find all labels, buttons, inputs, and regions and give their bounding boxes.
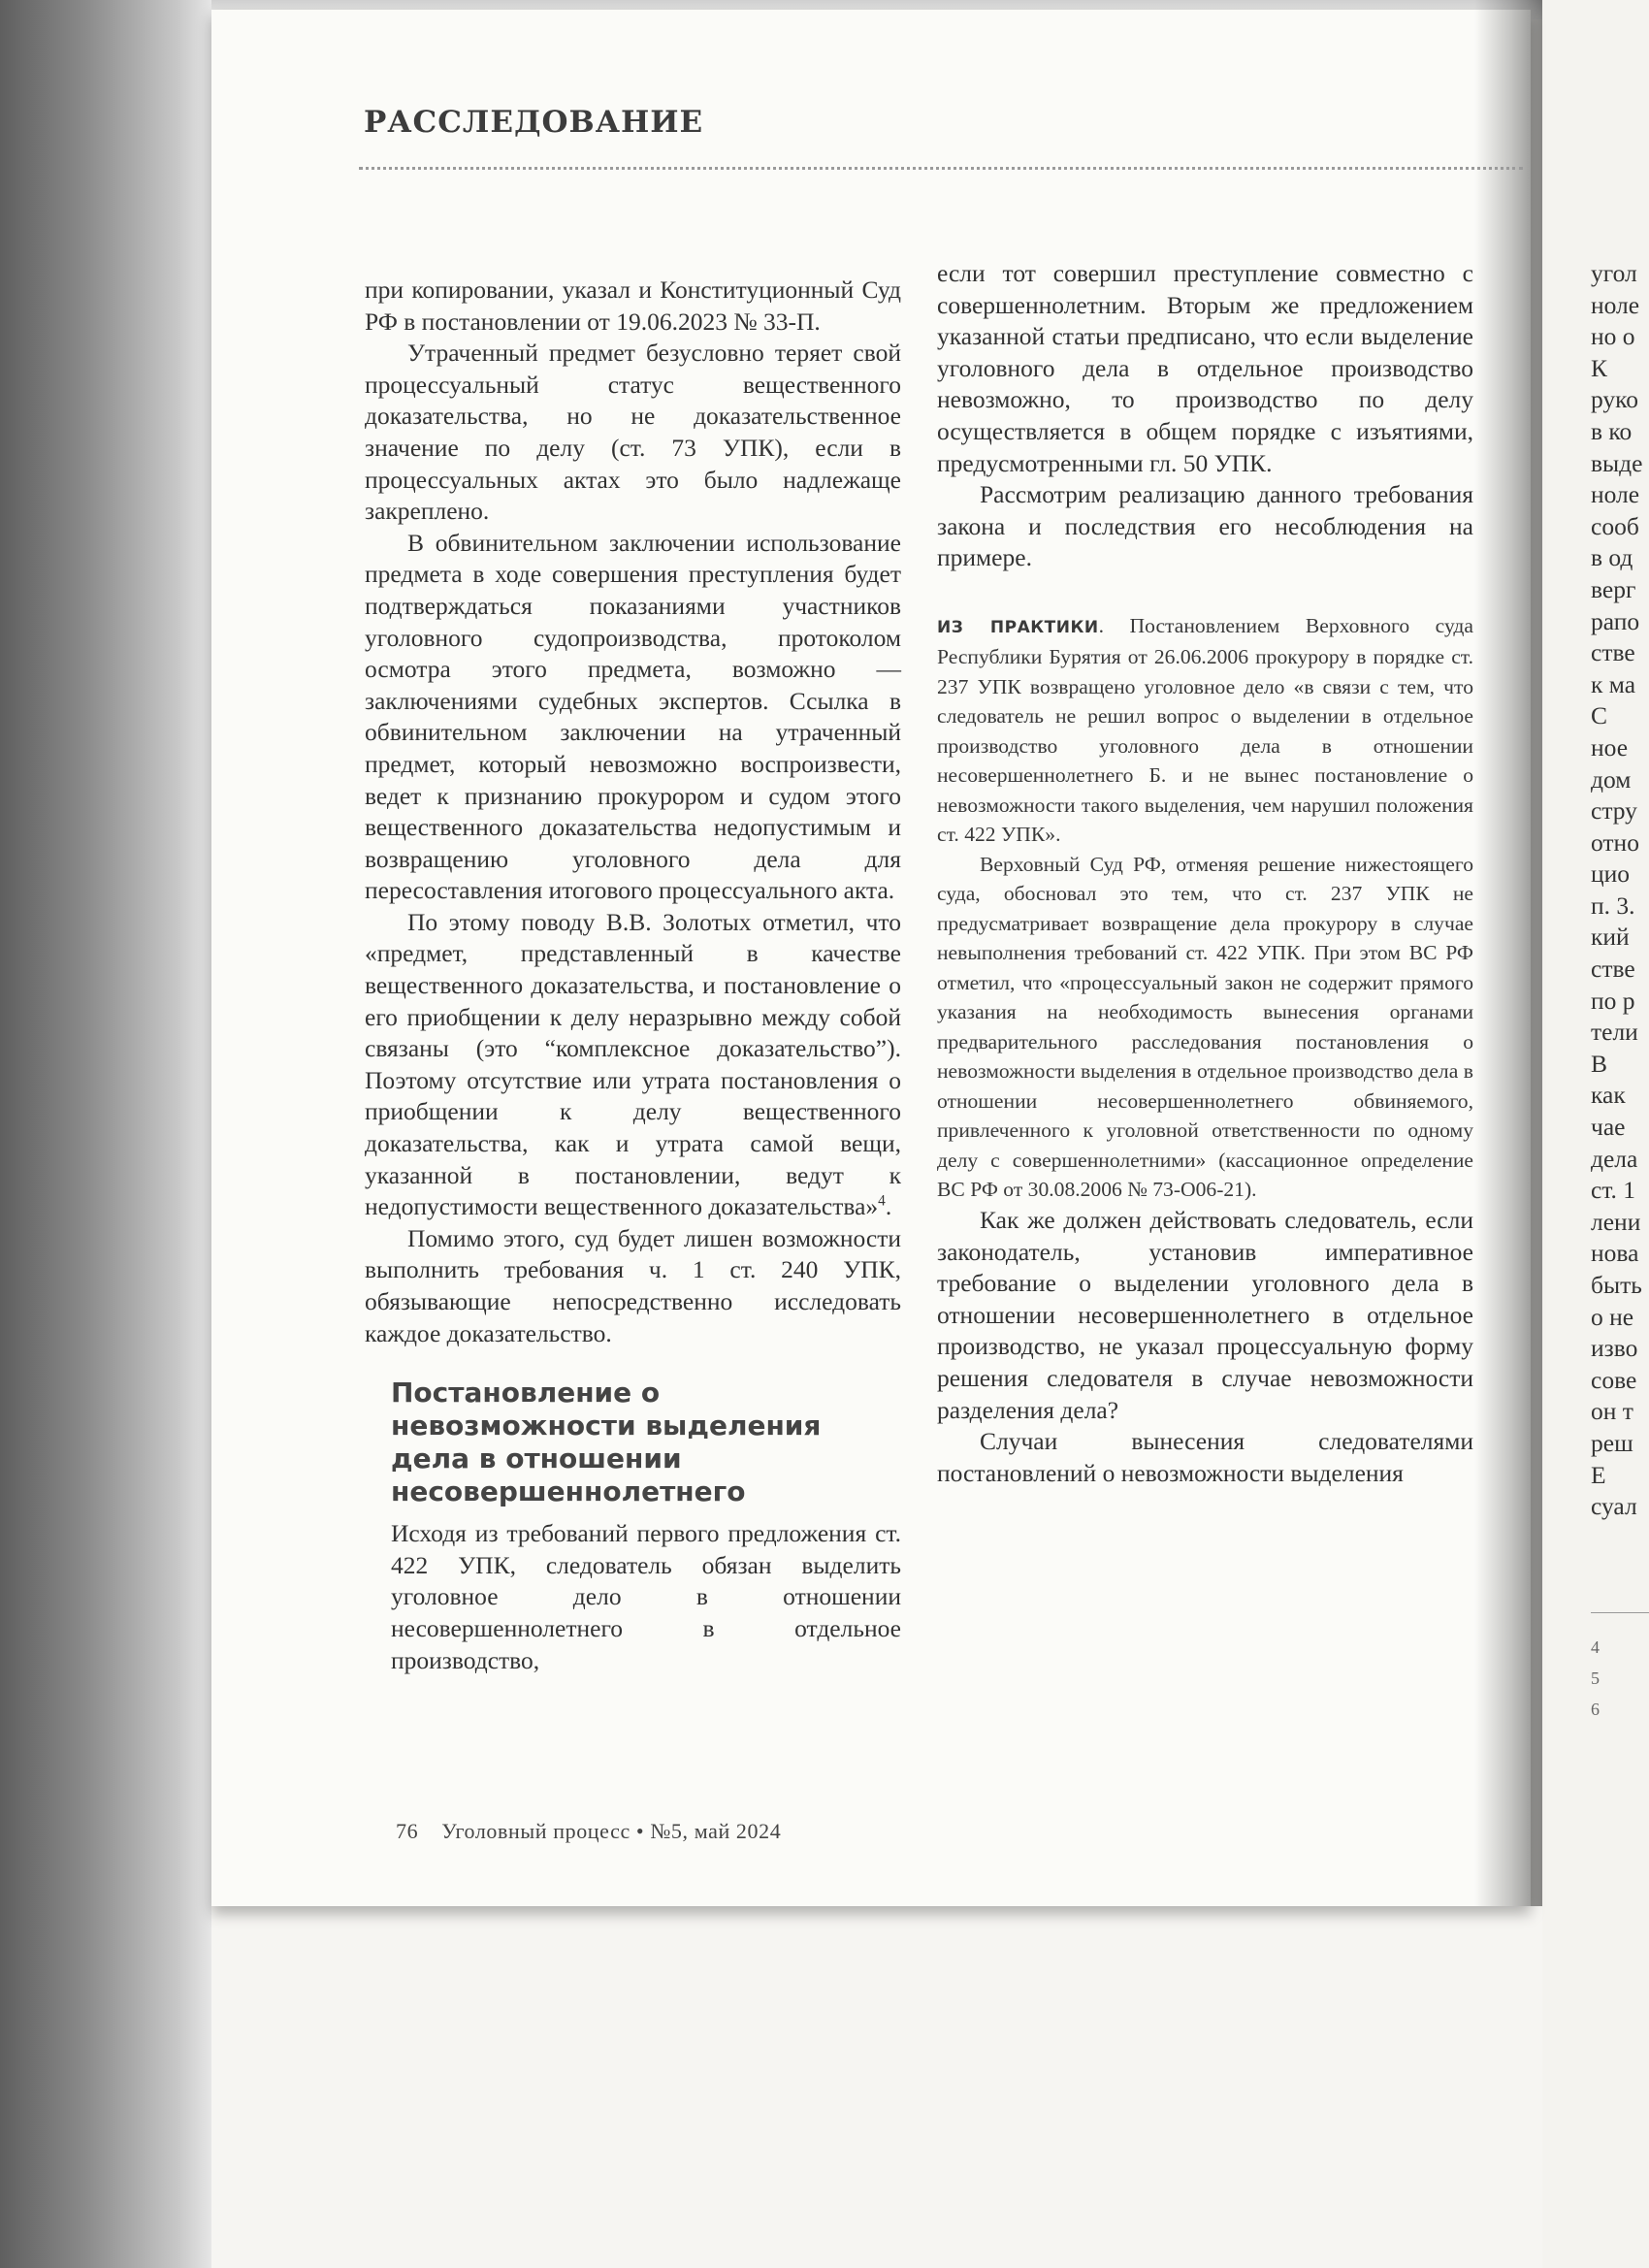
paragraph: Помимо этого, суд будет лишен возможности выполнить требования ч. 1 ст. 240 УПК, обязывающие непосредственно исследовать каждое доказательство. (365, 1223, 901, 1347)
next-page-line: нова (1591, 1239, 1639, 1268)
next-page-line: он т (1591, 1397, 1633, 1426)
next-page-line: В (1591, 1049, 1608, 1078)
next-page-line: Е (1591, 1460, 1606, 1489)
right-column (937, 258, 1473, 1489)
next-page-line: К (1591, 353, 1608, 382)
next-page-line: стру (1591, 796, 1637, 826)
next-page-line: руко (1591, 385, 1639, 414)
paragraph: По этому поводу В.В. Золотых отметил, что «предмет, представленный в качестве вещественного доказательства, и постановление о его приобщении к делу неразрывно между собой связаны (это “комплексное доказательство”). Поэтому отсутствие или утрата постановления о приобщении к делу вещественного доказательства, как и утрата самой вещи, указанной в постановлении, ведут к недопустимости вещественного доказательства»$^4$. (365, 907, 901, 1221)
subheading: Постановление о невозможности выделения дела в отношении несовершеннолетнего (391, 1377, 822, 1508)
next-page-line: п. 3. (1591, 891, 1635, 920)
section-label: РАССЛЕДОВАНИЕ (364, 105, 704, 140)
paragraph: В обвинительном заключении использование предмета в ходе совершения преступления будет подтверждаться показаниями участников уголовного судопроизводства, протоколом осмотра этого предмета, возможно — заключениями судебных экспертов. Ссылка в обвинительном заключении на утраченный предмет, который невозможно воспроизвести, ведет к признанию прокурором и судом этого вещественного доказательства недопустимым и возвращению уголовного дела для пересоставления итогового процессуального акта. (365, 528, 901, 905)
publication-info: Уголовный процесс • №5, май 2024 (441, 1819, 782, 1843)
next-page-line: о не (1591, 1302, 1634, 1331)
paragraph: Случаи вынесения следователями постановлений о невозможности выделения (937, 1427, 1473, 1487)
next-page-line: изво (1591, 1334, 1638, 1363)
quote-text: По этому поводу В.В. Золотых отметил, что «предмет, представленный в качестве вещественного доказательства, и постановление о его приобщении к делу неразрывно между собой связаны (это “комплексное доказательство”). Поэтому отсутствие или утрата постановления о приобщении к делу вещественного доказательства, как и утрата самой вещи, указанной в постановлении, ведут к недопустимости вещественного доказательства» (365, 907, 901, 1221)
next-page-footnote-rule (1591, 1612, 1649, 1613)
practice-text: . Постановлением Верховного суда Республики Бурятия от 26.06.2006 прокурору в порядке ст. 237 УПК возвращено уголовное дело «в связи с тем, что следователь не решил вопрос о выделении в отдельное производство уголовного дела в отношении несовершеннолетнего Б. и не вынес постановление о невозможности такого выделения, чем нарушил положения ст. 422 УПК». (937, 613, 1473, 847)
next-page-line: дом (1591, 764, 1632, 794)
next-page (1542, 0, 1649, 2268)
next-page-line: тели (1591, 1018, 1638, 1047)
next-page-line: стве (1591, 955, 1635, 984)
next-page-line: суал (1591, 1492, 1637, 1521)
page-number: 76 (396, 1819, 419, 1843)
scanner-bed (211, 1906, 1649, 2268)
next-page-line: сове (1591, 1365, 1637, 1394)
header-dotted-rule (359, 167, 1523, 170)
next-page-line: ноле (1591, 290, 1640, 319)
next-page-line: угол (1591, 259, 1637, 287)
next-page-line: реш (1591, 1428, 1633, 1457)
scan-edge-left (0, 0, 211, 2268)
footnote-ref: 4 (878, 1192, 886, 1210)
next-page-text (1591, 258, 1642, 1523)
next-page-line: чае (1591, 1113, 1626, 1142)
next-page-line: в од (1591, 543, 1633, 572)
footnote-mark: 4 (1591, 1637, 1600, 1657)
next-page-line: кий (1591, 923, 1630, 952)
next-page-line: ноле (1591, 480, 1640, 509)
next-page-line: стве (1591, 638, 1635, 667)
paragraph: Рассмотрим реализацию данного требования закона и последствия его несоблюдения на примере. (937, 480, 1473, 572)
next-page-footnote-marks (1591, 1632, 1600, 1725)
practice-tag: ИЗ ПРАКТИКИ (937, 617, 1099, 637)
page-footer (396, 1819, 781, 1844)
next-page-line: ст. 1 (1591, 1176, 1636, 1205)
next-page-line: лени (1591, 1207, 1641, 1236)
paragraph: Как же должен действовать следователь, если законодатель, установив императивное требование о выделении уголовного дела в отношении несовершеннолетнего в отдельное производство, не указал процессуальную форму решения следователя в случае невозможности разделения дела? (937, 1205, 1473, 1424)
next-page-line: по р (1591, 986, 1635, 1015)
practice-text-continued: Верховный Суд РФ, отменяя решение нижестоящего суда, обосновал это тем, что ст. 237 УПК не предусматривает возвращение дела прокурору в случае невыполнения требований ст. 422 УПК. При этом ВС РФ отметил, что «процессуальный закон не содержит прямого указания на необходимость вынесения органами предварительного расследования постановления о невозможности выделения в отдельное производство дела в отношении несовершеннолетнего обвиняемого, привлеченного к уголовной ответственности по одному делу с совершеннолетними» (кассационное определение ВС РФ от 30.08.2006 № 73-О06-21). (937, 852, 1473, 1202)
next-page-line: к ма (1591, 669, 1636, 698)
paragraph: Утраченный предмет безусловно теряет свой процессуальный статус вещественного доказательства, но не доказательственное значение по делу (ст. 73 УПК), если в процессуальных актах это было надлежаще закреплено. (365, 339, 901, 526)
paragraph: при копировании, указал и Конституционный Суд РФ в постановлении от 19.06.2023 № 33-П. (365, 275, 901, 336)
next-page-line: верг (1591, 574, 1636, 603)
next-page-line: в ко (1591, 416, 1633, 445)
next-page-line: быть (1591, 1271, 1642, 1299)
paragraph: если тот совершил преступление совместно с совершеннолетним. Вторым же предложением указанной статьи предписано, что если выделение уголовного дела в отдельное производство невозможно, то производство по делу осуществляется в общем порядке с изъятиями, предусмотренными гл. 50 УПК. (937, 259, 1473, 477)
footnote-mark: 6 (1591, 1700, 1600, 1719)
next-page-line: как (1591, 1081, 1626, 1110)
footnote-mark: 5 (1591, 1669, 1600, 1688)
next-page-line: цио (1591, 859, 1631, 889)
next-page-line: дела (1591, 1144, 1638, 1173)
gutter-shadow (1474, 0, 1542, 1906)
paragraph: Исходя из требований первого предложения ст. 422 УПК, следователь обязан выделить уголовное дело в отношении несовершеннолетнего в отдельное производство, (391, 1519, 901, 1674)
next-page-line: С (1591, 701, 1608, 730)
practice-box (937, 611, 1473, 1205)
next-page-line: сооб (1591, 511, 1639, 540)
next-page-line: выде (1591, 448, 1643, 477)
next-page-line: отно (1591, 827, 1639, 857)
left-column (365, 275, 901, 1676)
next-page-line: но о (1591, 322, 1635, 351)
next-page-line: рапо (1591, 606, 1640, 635)
next-page-line: ное (1591, 732, 1629, 761)
